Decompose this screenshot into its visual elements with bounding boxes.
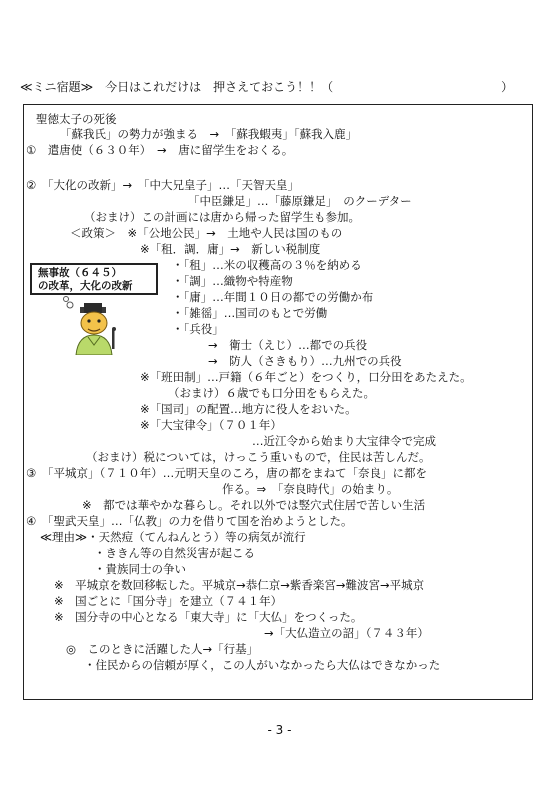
text-line: → 衛士（えじ）…都での兵役 xyxy=(208,338,368,352)
text-line: ※ 国分寺の中心となる「東大寺」に「大仏」をつくった。 xyxy=(54,610,363,624)
text-line: （おまけ）この計画には唐から帰った留学生も参加。 xyxy=(84,210,360,224)
text-line: ・「調」…織物や特産物 xyxy=(172,274,293,288)
text-line: → 防人（さきもり）…九州での兵役 xyxy=(208,354,402,368)
text-line: ① 遣唐使（６３０年） → 唐に留学生をおくる。 xyxy=(26,143,294,157)
mnemonic-callout xyxy=(30,263,158,295)
text-line: →「大仏造立の詔」（７４３年） xyxy=(264,626,429,640)
homework-header: ≪ミニ宿題≫ 今日はこれだけは 押さえておこう！！（ ） xyxy=(20,80,514,94)
text-line: ・「庸」…年間１０日の都での労働か布 xyxy=(172,290,374,304)
prince-character-illustration xyxy=(58,293,138,355)
text-line: 聖徳太子の死後 xyxy=(36,112,117,126)
text-line: ※「国司」の配置…地方に役人をおいた。 xyxy=(140,402,357,416)
text-line: ※ 都では華やかな暮らし。それ以外では竪穴式住居で苦しい生活 xyxy=(82,498,426,512)
text-line: ④ 「聖武天皇」…「仏教」の力を借りて国を治めようとした。 xyxy=(26,514,353,528)
text-line: ※ 平城京を数回移転した。平城京→恭仁京→紫香楽宮→難波宮→平城京 xyxy=(54,578,425,592)
text-line: （おまけ）６歳でも口分田をもらえた。 xyxy=(168,386,375,400)
text-line: ・ききん等の自然災害が起こる xyxy=(94,546,255,560)
text-line: ・住民からの信頼が厚く，この人がいなかったら大仏はできなかった xyxy=(84,658,441,672)
text-line: ※「班田制」…戸籍（６年ごと）をつくり，口分田をあたえた。 xyxy=(140,370,472,384)
page-number: - 3 - xyxy=(267,723,292,737)
text-line: ③ 「平城京」（７１０年）…元明天皇のころ，唐の都をまねて「奈良」に都を xyxy=(26,466,428,480)
text-line: 作る。⇒ 「奈良時代」の始まり。 xyxy=(222,482,399,496)
text-line: ② 「大化の改新」→ 「中大兄皇子」…「天智天皇」 xyxy=(26,178,299,192)
callout-line: 無事故（６４５） xyxy=(38,267,122,279)
text-line: ・「兵役」 xyxy=(172,322,224,336)
text-line: …近江令から始まり大宝律令で完成 xyxy=(252,434,436,448)
text-line: ・「雑徭」…国司のもとで労働 xyxy=(172,306,328,320)
text-line: ※ 国ごとに「国分寺」を建立（７４１年） xyxy=(54,594,283,608)
text-line: （おまけ）税については，けっこう重いもので，住民は苦しんだ。 xyxy=(86,450,431,464)
text-line: 「中臣鎌足」…「藤原鎌足」 のクーデター xyxy=(188,194,412,208)
text-line: ※「大宝律令」（７０１年） xyxy=(140,418,282,432)
text-line: ・貴族同士の争い xyxy=(94,562,186,576)
text-line: ＜政策＞ ※「公地公民」→ 土地や人民は国のもの xyxy=(70,226,343,240)
callout-line: の改革，大化の改新 xyxy=(38,280,133,292)
text-line: ・「租」…米の収穫高の３％を納める xyxy=(172,258,362,272)
text-line: ◎ このときに活躍した人→「行基」 xyxy=(66,642,259,656)
text-line: ※「租．調．庸」→ 新しい税制度 xyxy=(140,242,321,256)
text-line: 「蘇我氏」の勢力が強まる → 「蘇我蝦夷」「蘇我入鹿」 xyxy=(60,127,358,141)
text-line: ≪理由≫・天然痘（てんねんとう）等の病気が流行 xyxy=(40,530,306,544)
